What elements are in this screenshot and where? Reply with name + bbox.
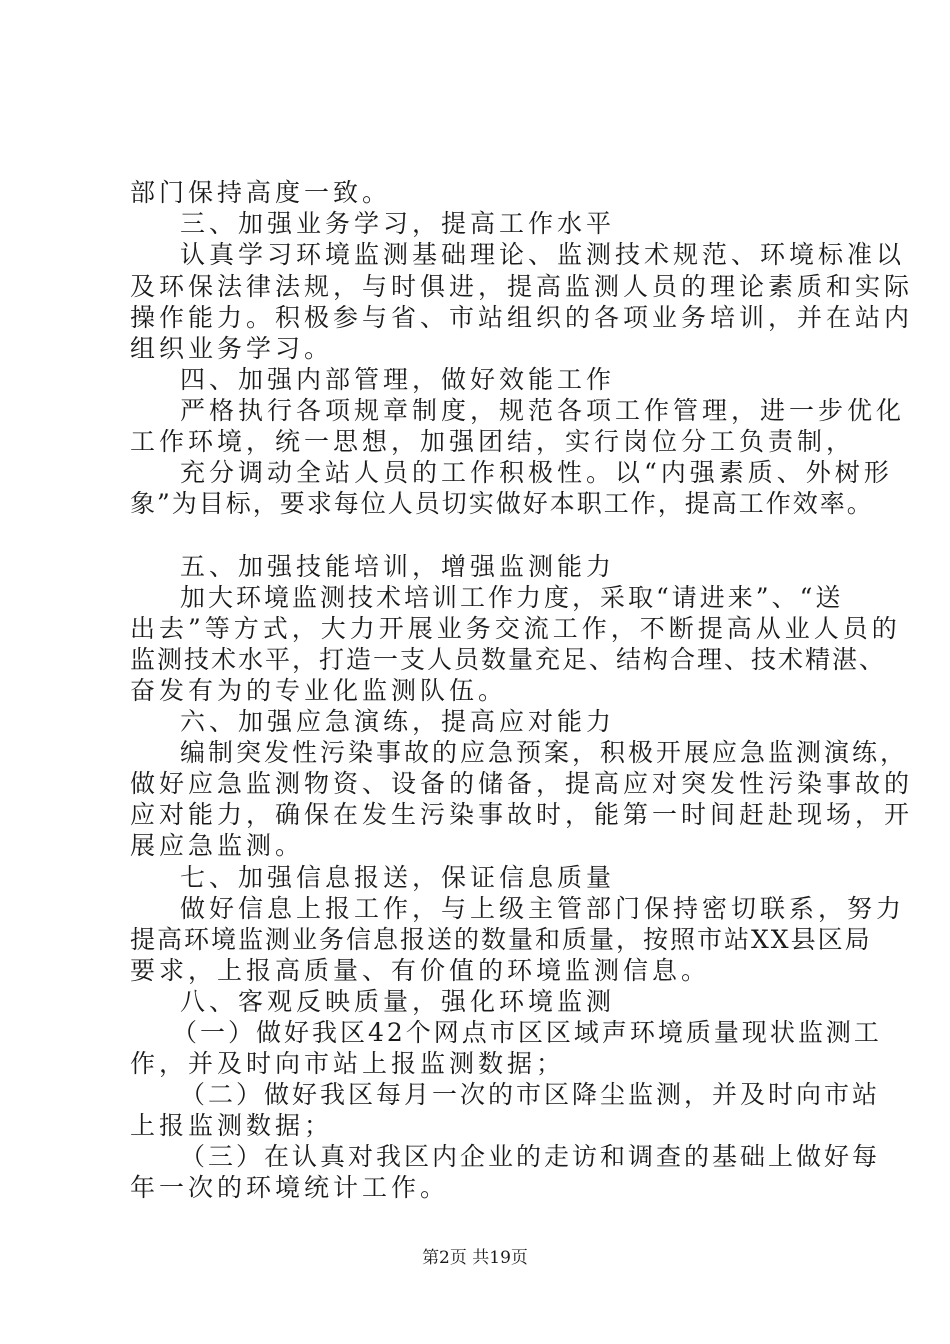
text-line: 应对能力，确保在发生污染事故时，能第一时间赶赴现场，开 [130, 800, 914, 829]
text-line: （一）做好我区42个网点市区区域声环境质量现状监测工 [172, 1018, 882, 1047]
text-line: 编制突发性污染事故的应急预案，积极开展应急监测演练， [180, 738, 909, 767]
text-line: 作，并及时向市站上报监测数据； [130, 1049, 566, 1078]
section-heading: 六、加强应急演练，提高应对能力 [180, 707, 616, 736]
text-line: 监测技术水平，打造一支人员数量充足、结构合理、技术精湛、 [130, 645, 887, 674]
text-line: 上报监测数据； [130, 1111, 334, 1140]
text-line: 工作环境，统一思想，加强团结，实行岗位分工负责制， [130, 427, 856, 456]
section-heading: 五、加强技能培训，增强监测能力 [180, 552, 616, 581]
text-line: 加大环境监测技术培训工作力度，采取“请进来”、“送 [180, 583, 844, 612]
text-line: 要求，上报高质量、有价值的环境监测信息。 [130, 956, 711, 985]
text-line: 部门保持高度一致。 [130, 178, 392, 207]
text-line: 严格执行各项规章制度，规范各项工作管理，进一步优化 [180, 396, 906, 425]
section-heading: 八、客观反映质量，强化环境监测 [180, 987, 616, 1016]
section-heading: 四、加强内部管理，做好效能工作 [180, 365, 616, 394]
text-line: 展应急监测。 [130, 831, 305, 860]
text-line: 象”为目标，要求每位人员切实做好本职工作，提高工作效率。 [130, 489, 874, 518]
text-line: 充分调动全站人员的工作积极性。以“内强素质、外树形 [180, 458, 893, 487]
page-number-footer: 第2页 共19页 [422, 1248, 528, 1268]
text-line: 组织业务学习。 [130, 334, 334, 363]
text-line: 出去”等方式，大力开展业务交流工作，不断提高从业人员的 [130, 614, 901, 643]
section-heading: 七、加强信息报送，保证信息质量 [180, 863, 616, 892]
text-line: 奋发有为的专业化监测队伍。 [130, 676, 508, 705]
text-line: 操作能力。积极参与省、市站组织的各项业务培训，并在站内 [130, 303, 914, 332]
text-line: 及环保法律法规，与时俱进，提高监测人员的理论素质和实际 [130, 272, 914, 301]
text-line: 年一次的环境统计工作。 [130, 1173, 450, 1202]
section-heading: 三、加强业务学习，提高工作水平 [180, 209, 616, 238]
text-line: （二）做好我区每月一次的市区降尘监测，并及时向市站 [180, 1080, 881, 1109]
text-line: 提高环境监测业务信息报送的数量和质量，按照市站XX县区局 [130, 925, 872, 954]
text-line: 做好应急监测物资、设备的储备，提高应对突发性污染事故的 [130, 769, 914, 798]
text-line: （三）在认真对我区内企业的走访和调查的基础上做好每 [180, 1142, 881, 1171]
text-line: 认真学习环境监测基础理论、监测技术规范、环境标准以 [180, 240, 906, 269]
text-line: 做好信息上报工作，与上级主管部门保持密切联系，努力 [180, 894, 906, 923]
